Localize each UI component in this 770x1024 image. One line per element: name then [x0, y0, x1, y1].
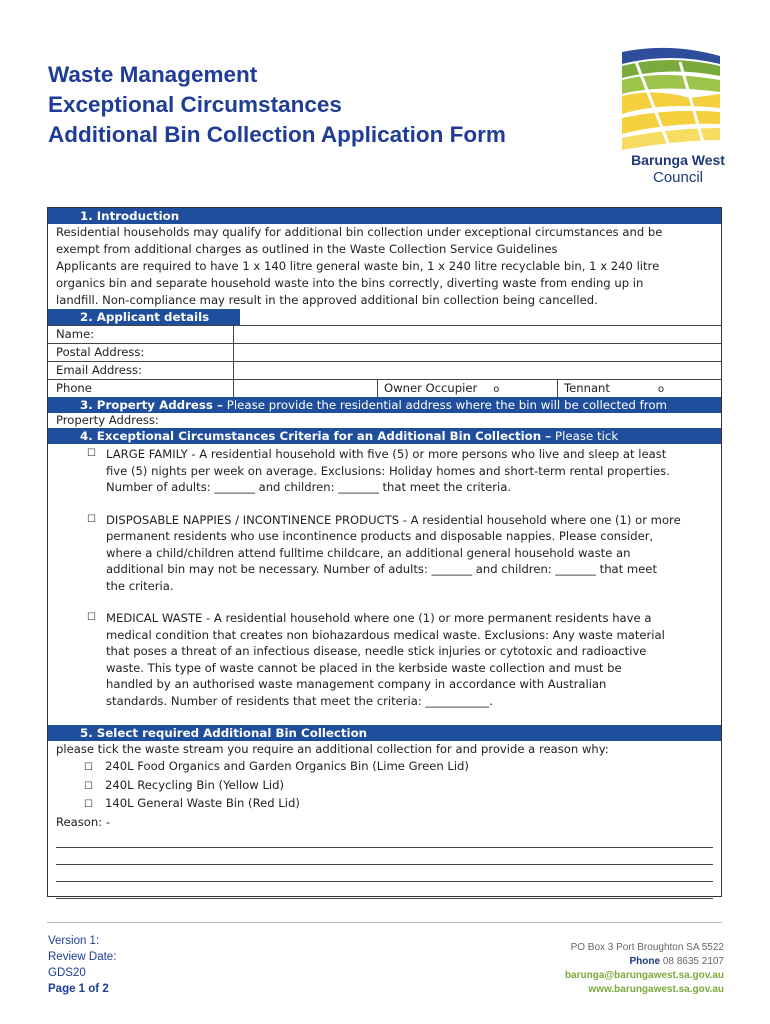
owner-occupier-label: Owner Occupier [384, 381, 478, 395]
intro-line: landfill. Non-compliance may result in the approved additional bin collection being cancelled. [56, 293, 598, 307]
name-label: Name: [48, 326, 234, 343]
section-3-heading [48, 397, 721, 413]
intro-line: Applicants are required to have 1 x 140 litre general waste bin, 1 x 240 litre recyclable bin, 1 x 240 litre [56, 259, 660, 273]
reason-line[interactable] [56, 848, 713, 865]
tenant-radio-icon[interactable]: o [657, 384, 665, 395]
bin-option-label: 140L General Waste Bin (Red Lid) [104, 796, 300, 810]
document-info [48, 933, 116, 997]
postal-row [48, 343, 721, 361]
website-link[interactable]: www.barungawest.sa.gov.au [588, 984, 724, 995]
email-row [48, 361, 721, 379]
page-number: Page 1 of 2 [48, 983, 109, 995]
footer-divider [47, 922, 722, 923]
recycling-checkbox[interactable]: ☐ [84, 780, 93, 792]
criteria-line: the criteria. [106, 578, 174, 593]
introduction-text [48, 224, 721, 309]
section-2-heading: 2. Applicant details [48, 309, 240, 325]
reason-line[interactable] [56, 831, 713, 848]
section-4-note: Please tick [551, 429, 619, 443]
criteria-line: that poses a threat of an infectious disease, needle stick injuries or cytotoxic and radioactive [106, 644, 647, 658]
name-row [48, 325, 721, 343]
fogo-checkbox[interactable]: ☐ [84, 762, 93, 773]
postal-field[interactable] [234, 344, 721, 361]
phone-field[interactable] [234, 380, 378, 397]
large-family-text [106, 446, 721, 496]
review-date-label: Review Date: [48, 951, 117, 963]
criteria-medical-waste [48, 610, 721, 709]
version-label: Version 1: [48, 935, 100, 947]
criteria-line: where a child/children attend fulltime childcare, an additional general household waste an [106, 545, 631, 560]
bin-selection-intro: please tick the waste stream you require an additional collection for and provide a reason why: [56, 742, 609, 756]
criteria-line: additional bin may not be necessary. Number of adults: _______ and children: _______ that meet [106, 562, 657, 576]
large-family-checkbox[interactable]: ☐ [87, 448, 96, 459]
logo-line-2: Council [652, 169, 704, 186]
section-5-heading: 5. Select required Additional Bin Collection [48, 725, 721, 741]
section-4-title: 4. Exceptional Circumstances Criteria for an Additional Bin Collection – [80, 429, 552, 443]
medical-waste-checkbox[interactable]: ☐ [87, 612, 96, 623]
criteria-line: permanent residents who use incontinence products and disposable nappies. Please consider, [106, 529, 654, 543]
criteria-line: five (5) nights per week on average. Exclusions: Holiday homes and short-term rental properties. [106, 463, 670, 478]
medical-waste-text [106, 610, 721, 709]
council-contact [565, 941, 724, 997]
intro-line: exempt from additional charges as outlined in the Waste Collection Service Guidelines [56, 242, 558, 256]
intro-line: organics bin and separate household waste into the bins correctly, diverting waste from ending up in [56, 276, 644, 290]
document-code: GDS20 [48, 967, 86, 979]
reason-label: Reason: - [56, 814, 111, 829]
intro-line: Residential households may qualify for additional bin collection under exceptional circumstances and be [56, 225, 663, 239]
page-title [48, 60, 608, 150]
bin-options [48, 758, 721, 814]
postal-address: PO Box 3 Port Broughton SA 5522 [570, 942, 724, 953]
criteria-line: standards. Number of residents that meet the criteria: ___________. [106, 693, 493, 708]
email-label: Email Address: [48, 362, 234, 379]
phone-label: Phone [48, 380, 234, 397]
phone-number: 08 8635 2107 [660, 956, 724, 967]
section-1-heading: 1. Introduction [48, 208, 721, 224]
email-link[interactable]: barunga@barungawest.sa.gov.au [564, 970, 724, 981]
reason-line[interactable] [56, 865, 713, 882]
bin-option-fogo[interactable] [48, 758, 721, 777]
nappies-text [106, 512, 721, 595]
criteria-line: LARGE FAMILY - A residential household with five (5) or more persons who live and sleep at least [106, 447, 667, 461]
logo-line-1: Barunga West [631, 152, 725, 168]
title-line-1: Waste Management [48, 62, 258, 87]
criteria-line: Number of adults: _______ and children: _______ that meet the criteria. [106, 480, 512, 494]
title-line-3: Additional Bin Collection Application Form [48, 122, 506, 147]
bin-option-label: 240L Recycling Bin (Yellow Lid) [104, 777, 285, 792]
owner-radio-icon[interactable]: o [493, 384, 500, 395]
name-field[interactable] [234, 326, 721, 343]
criteria-line: waste. This type of waste cannot be placed in the kerbside waste collection and must be [106, 660, 622, 675]
application-form [47, 207, 722, 897]
bin-option-general[interactable] [48, 795, 721, 814]
council-name [618, 152, 738, 186]
criteria-line: MEDICAL WASTE - A residential household where one (1) or more permanent residents have a [106, 611, 652, 625]
criteria-nappies [48, 512, 721, 595]
phone-row [48, 379, 721, 397]
tenant-option[interactable] [558, 380, 721, 397]
section-3-title: 3. Property Address – [80, 398, 223, 412]
criteria-large-family [48, 446, 721, 496]
bin-option-label: 240L Food Organics and Garden Organics Bin (Lime Green Lid) [104, 759, 469, 773]
reason-line[interactable] [56, 882, 713, 899]
phone-line [565, 955, 724, 969]
general-waste-checkbox[interactable]: ☐ [84, 799, 93, 810]
title-line-2: Exceptional Circumstances [48, 92, 342, 117]
criteria-line: DISPOSABLE NAPPIES / INCONTINENCE PRODUCTS - A residential household where one (1) or more [106, 512, 681, 527]
section-3-note: Please provide the residential address where the bin will be collected from [222, 398, 668, 412]
criteria-line: medical condition that creates non biohazardous medical waste. Exclusions: Any waste material [106, 627, 665, 642]
nappies-checkbox[interactable]: ☐ [87, 513, 96, 525]
bin-option-recycling[interactable] [48, 777, 721, 796]
property-address-label[interactable]: Property Address: [56, 413, 159, 427]
email-field[interactable] [234, 362, 721, 379]
postal-label: Postal Address: [48, 344, 234, 361]
criteria-line: handled by an authorised waste management company in accordance with Australian [106, 677, 607, 691]
owner-occupier-option[interactable] [378, 380, 558, 397]
phone-label: Phone [629, 956, 661, 967]
section-4-heading [48, 428, 721, 444]
phone-cells [234, 380, 721, 397]
tenant-label: Tennant [564, 381, 610, 395]
